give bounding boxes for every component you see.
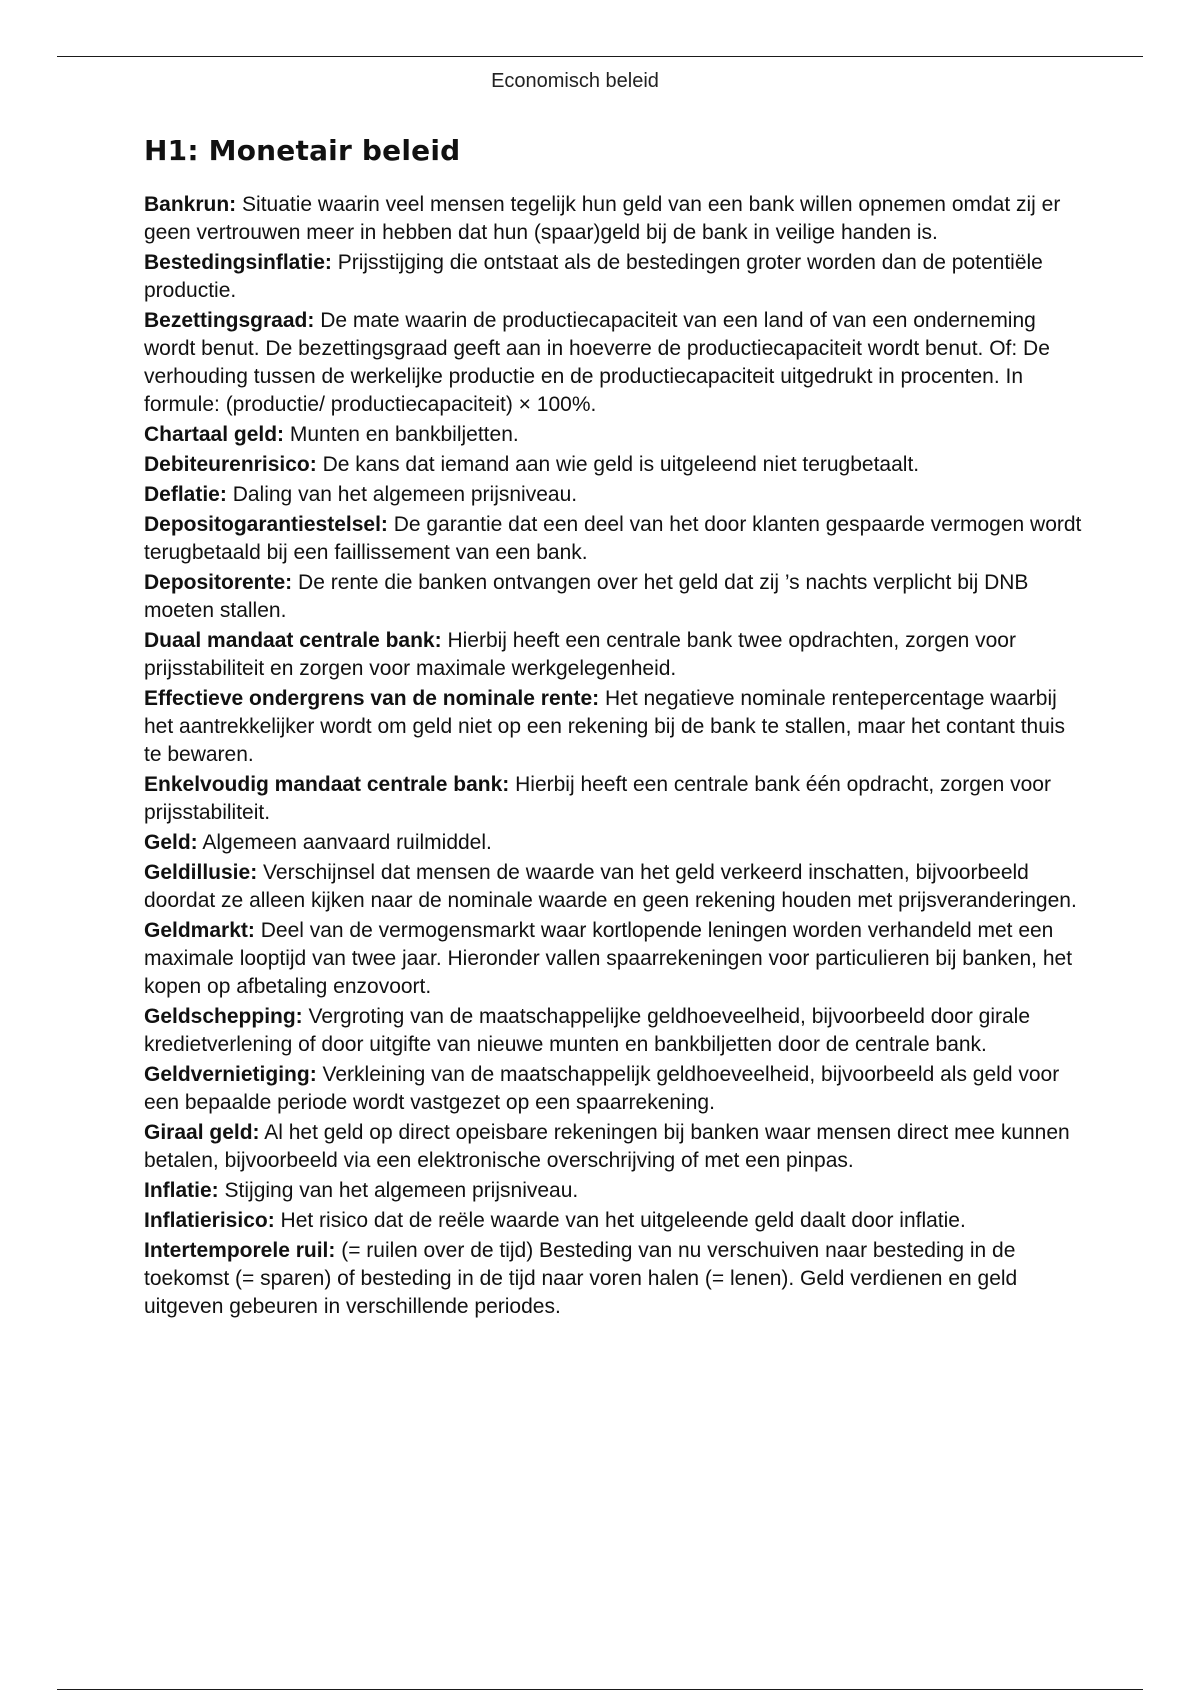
term-entry: [144, 685, 1084, 769]
term-entry: [144, 307, 1084, 419]
term-definition: Situatie waarin veel mensen tegelijk hun geld van een bank willen opnemen omdat zij er geen vertrouwen meer in hebben dat hun (spaar)geld bij de bank in veilige handen is.: [144, 193, 1061, 244]
term-label: Inflatie:: [144, 1179, 219, 1202]
term-definition: (= ruilen over de tijd) Besteding van nu verschuiven naar besteding in de toekomst (= sparen) of besteding in de tijd naar voren halen (= lenen). Geld verdienen en geld uitgeven gebeuren in verschillende periodes.: [144, 1239, 1018, 1318]
term-entry: [144, 1177, 1084, 1205]
term-definition: Munten en bankbiljetten.: [289, 423, 519, 446]
document-body: [144, 134, 1084, 1323]
term-definition: De kans dat iemand aan wie geld is uitgeleend niet terugbetaalt.: [322, 453, 920, 476]
term-entry: [144, 829, 1084, 857]
term-definition: Al het geld op direct opeisbare rekeningen bij banken waar mensen direct mee kunnen betalen, bijvoorbeeld via een elektronische overschrijving of met een pinpas.: [144, 1121, 1070, 1172]
term-definition: De garantie dat een deel van het door klanten gespaarde vermogen wordt terugbetaald bij een faillissement van een bank.: [144, 513, 1082, 564]
term-label: Duaal mandaat centrale bank:: [144, 629, 442, 652]
term-label: Depositogarantiestelsel:: [144, 513, 388, 536]
header-rule: [57, 56, 1143, 57]
term-definition: De mate waarin de productiecapaciteit van een land of van een onderneming wordt benut. De bezettingsgraad geeft aan in hoeverre de productiecapaciteit wordt benut. Of: De verhouding tussen de werkelijke productie en de productiecapaciteit uitgedrukt in procenten. In formule: (productie/ productiecapaciteit) × 100%.: [144, 309, 1050, 416]
term-definition: De rente die banken ontvangen over het geld dat zij ’s nachts verplicht bij DNB moeten stallen.: [144, 571, 1029, 622]
term-definition: Verschijnsel dat mensen de waarde van het geld verkeerd inschatten, bijvoorbeeld doordat ze alleen kijken naar de nominale waarde en geen rekening houden met prijsveranderingen.: [144, 861, 1077, 912]
term-definition: Algemeen aanvaard ruilmiddel.: [202, 831, 492, 854]
term-definition: Vergroting van de maatschappelijke geldhoeveelheid, bijvoorbeeld door girale kredietverlening of door uitgifte van nieuwe munten en bankbiljetten door de centrale bank.: [144, 1005, 1031, 1056]
term-entry: [144, 771, 1084, 827]
term-label: Effectieve ondergrens van de nominale rente:: [144, 687, 600, 710]
term-entry: [144, 859, 1084, 915]
term-definition: Prijsstijging die ontstaat als de bestedingen groter worden dan de potentiële productie.: [144, 251, 1043, 302]
term-entry: [144, 1207, 1084, 1235]
term-entry: [144, 481, 1084, 509]
term-label: Bestedingsinflatie:: [144, 251, 332, 274]
term-label: Debiteurenrisico:: [144, 453, 317, 476]
term-label: Geld:: [144, 831, 198, 854]
term-label: Geldvernietiging:: [144, 1063, 317, 1086]
term-entry: [144, 421, 1084, 449]
term-definition: Verkleining van de maatschappelijk geldhoeveelheid, bijvoorbeeld als geld voor een bepaalde periode wordt vastgezet op een spaarrekening.: [144, 1063, 1060, 1114]
term-label: Bankrun:: [144, 193, 237, 216]
term-label: Bezettingsgraad:: [144, 309, 315, 332]
term-entry: [144, 1119, 1084, 1175]
term-label: Chartaal geld:: [144, 423, 285, 446]
term-definition: Het negatieve nominale rentepercentage waarbij het aantrekkelijker wordt om geld niet op een rekening bij de bank te stallen, maar het contant thuis te bewaren.: [144, 687, 1066, 766]
term-definition: Deel van de vermogensmarkt waar kortlopende leningen worden verhandeld met een maximale looptijd van twee jaar. Hieronder vallen spaarrekeningen voor particulieren bij banken, het kopen op afbetaling enzovoort.: [144, 919, 1073, 998]
term-label: Intertemporele ruil:: [144, 1239, 336, 1262]
term-entry: [144, 569, 1084, 625]
term-entry: [144, 917, 1084, 1001]
term-label: Deflatie:: [144, 483, 227, 506]
term-entry: [144, 249, 1084, 305]
term-entry: [144, 451, 1084, 479]
running-header: Economisch beleid: [491, 70, 659, 92]
term-definition: Hierbij heeft een centrale bank één opdracht, zorgen voor prijsstabiliteit.: [144, 773, 1051, 824]
term-label: Giraal geld:: [144, 1121, 260, 1144]
term-label: Depositorente:: [144, 571, 293, 594]
term-definition: Stijging van het algemeen prijsniveau.: [224, 1179, 579, 1202]
term-entry: [144, 1003, 1084, 1059]
term-label: Geldillusie:: [144, 861, 258, 884]
footer-rule: [57, 1689, 1143, 1690]
term-entry: [144, 627, 1084, 683]
term-entry: [144, 511, 1084, 567]
term-definition: Daling van het algemeen prijsniveau.: [232, 483, 578, 506]
term-definition: Hierbij heeft een centrale bank twee opdrachten, zorgen voor prijsstabiliteit en zorgen voor maximale werkgelegenheid.: [144, 629, 1016, 680]
term-entry: [144, 191, 1084, 247]
term-entry: [144, 1061, 1084, 1117]
term-label: Inflatierisico:: [144, 1209, 275, 1232]
term-label: Geldmarkt:: [144, 919, 255, 942]
term-label: Enkelvoudig mandaat centrale bank:: [144, 773, 510, 796]
term-label: Geldschepping:: [144, 1005, 303, 1028]
section-title: H1: Monetair beleid: [144, 134, 461, 167]
term-definition: Het risico dat de reële waarde van het uitgeleende geld daalt door inflatie.: [280, 1209, 966, 1232]
term-entry: [144, 1237, 1084, 1321]
